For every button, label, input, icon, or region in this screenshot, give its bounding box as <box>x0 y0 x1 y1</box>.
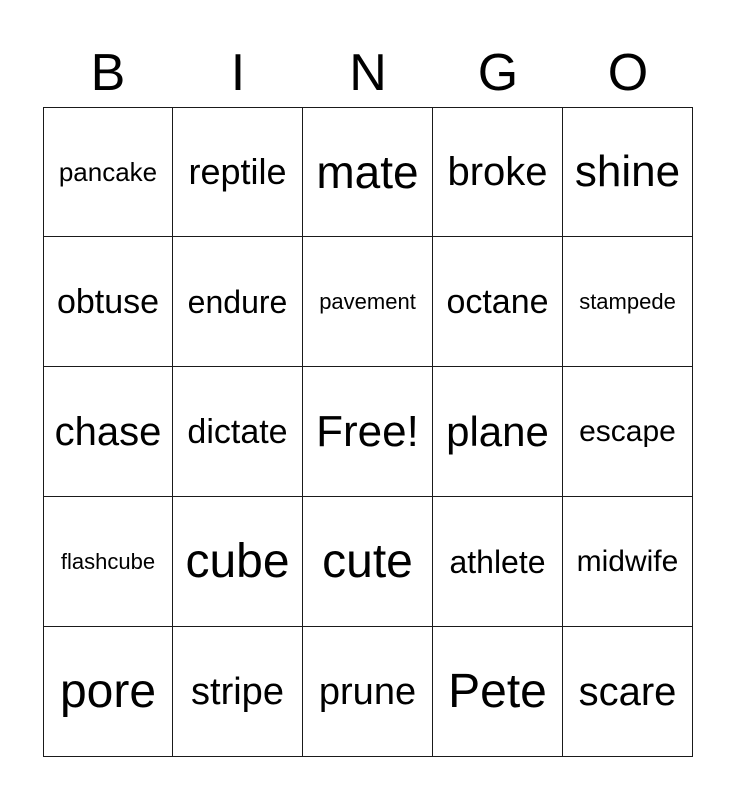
bingo-cell: pore <box>43 627 173 757</box>
bingo-cell: octane <box>433 237 563 367</box>
free-space: Free! <box>303 367 433 497</box>
bingo-grid <box>43 107 693 757</box>
bingo-cell: dictate <box>173 367 303 497</box>
bingo-cell: stampede <box>563 237 693 367</box>
bingo-cell: athlete <box>433 497 563 627</box>
bingo-cell: midwife <box>563 497 693 627</box>
header-letter-g: G <box>477 44 519 102</box>
bingo-cell: plane <box>433 367 563 497</box>
bingo-cell: scare <box>563 627 693 757</box>
bingo-cell: pavement <box>303 237 433 367</box>
bingo-cell: pancake <box>43 107 173 237</box>
header-letter-n: N <box>349 44 387 102</box>
bingo-cell: escape <box>563 367 693 497</box>
bingo-cell: reptile <box>173 107 303 237</box>
bingo-cell: endure <box>173 237 303 367</box>
header-letter-i: I <box>230 44 246 102</box>
bingo-cell: broke <box>433 107 563 237</box>
bingo-cell: flashcube <box>43 497 173 627</box>
bingo-cell: obtuse <box>43 237 173 367</box>
bingo-cell: prune <box>303 627 433 757</box>
bingo-header <box>43 40 693 106</box>
header-letter-b: B <box>90 44 126 102</box>
bingo-cell: shine <box>563 107 693 237</box>
header-letter-o: O <box>607 44 649 102</box>
bingo-cell: mate <box>303 107 433 237</box>
bingo-cell: chase <box>43 367 173 497</box>
bingo-cell: Pete <box>433 627 563 757</box>
bingo-cell: stripe <box>173 627 303 757</box>
bingo-cell: cute <box>303 497 433 627</box>
bingo-cell: cube <box>173 497 303 627</box>
